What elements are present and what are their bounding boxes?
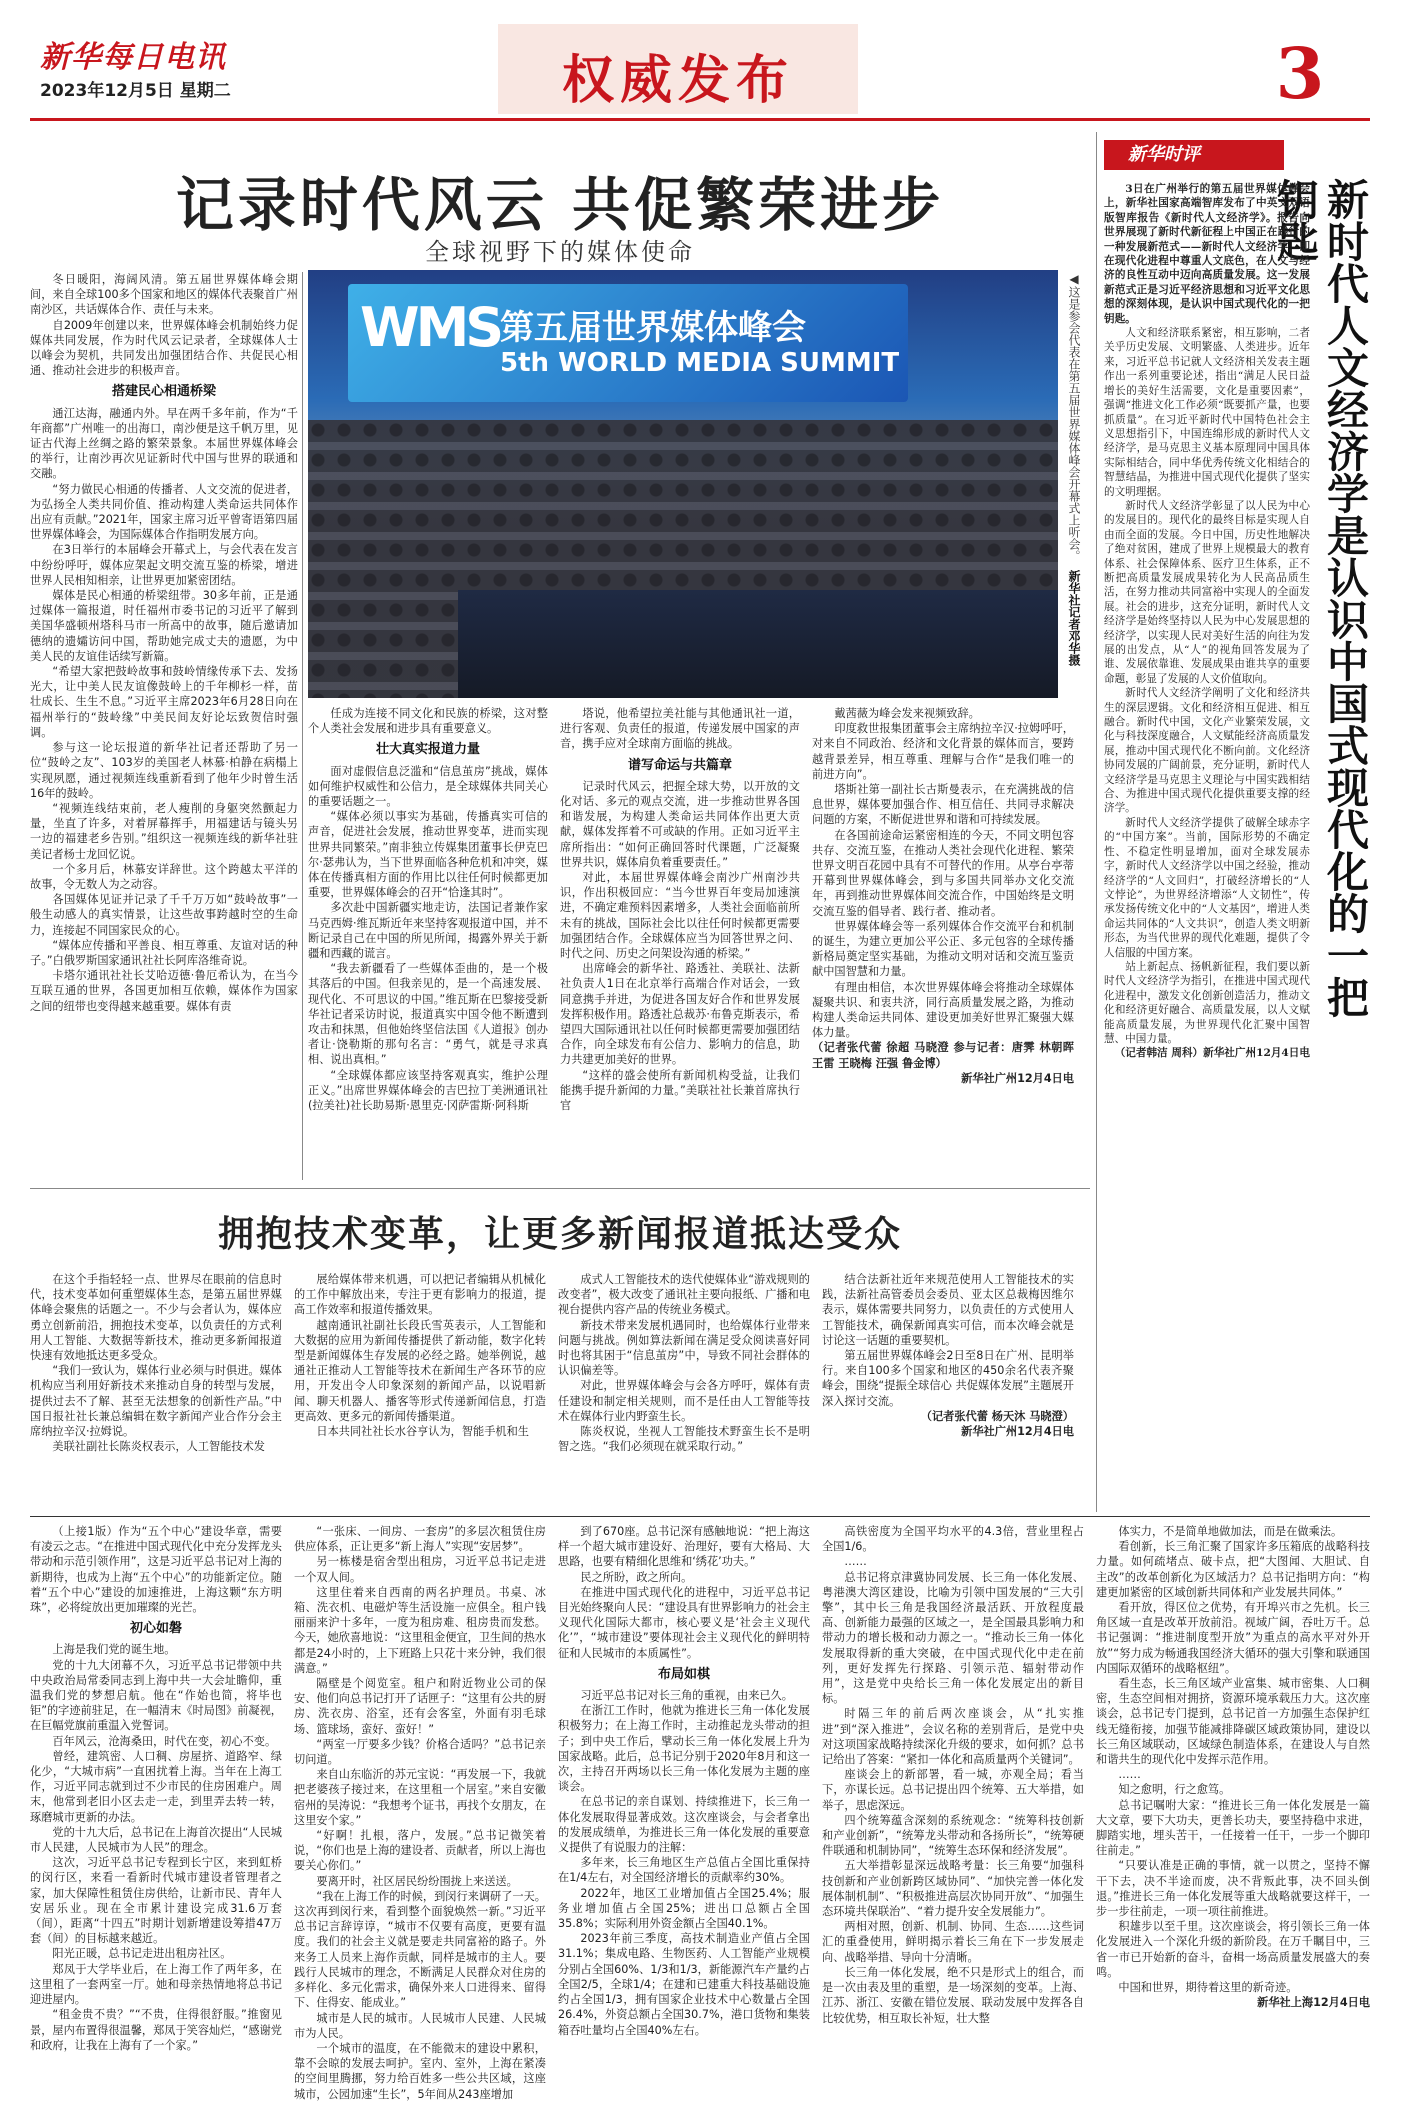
- photo-banner-cn: 第五届世界媒体峰会: [500, 308, 806, 348]
- section-title: 权威发布: [561, 50, 794, 111]
- section-heading-zdzs: 壮大真实报道力量: [375, 742, 480, 758]
- paragraph: 一个城市的温度，在不能微末的建设中累积，靠不会晾的发展去呵护。室内、室外，上海在紧凑的空间里腾挪，努力给百姓多一些公共区域，这座城市，公园加速“生长”，5年间从243座增加: [294, 2041, 546, 2101]
- paragraph: 一个多月后，林慕安详辞世。这个跨越太平洋的故事，令无数人为之动容。: [30, 862, 298, 891]
- article3-column-3: [558, 1524, 810, 2037]
- paragraph: 记录时代风云，把握全球大势，以开放的文化对话、多元的观点交流，进一步推动世界各国和谐发展，为构建人类命运共同体作出更大贡献，媒体发挥着不可或缺的作用。正如习近平主席所指出：“如何正确回答时代课题，广泛凝聚世界共识，媒体肩负着重要责任。”: [560, 779, 800, 869]
- paragraph: 新时代人文经济学提供了破解全球赤字的“中国方案”。当前，国际形势的不确定性、不稳定性明显增加，面对全球发展赤字，新时代人文经济学以中国之经验，推动经济学的“人文回归”，打破经济增长的“人文悖论”，为世界经济增添“人文韧性”，传承发扬传统文化中的“人文基因”，增进人类命运共同体的“人文共识”，创造人类文明新形态，为当代世界的现代化难题，提供了令人信服的中国方案。: [1104, 816, 1310, 959]
- article3-column-5: [1096, 1524, 1370, 2020]
- paragraph: 阳光正暖，总书记走进出租房社区。: [52, 1947, 232, 1961]
- article1-column-4: [812, 706, 1074, 1180]
- paragraph: 看创新，长三角汇聚了国家许多压箱底的战略科技力量。如何疏堵点、破卡点，把“大图闻、大胆试、自主改”的改革创新化为区域活力？总书记指明方向：“构建更加紧密的区域创新共同体和产业发展共同体。”: [1096, 1540, 1370, 1599]
- paragraph: 这次，习近平总书记专程到长宁区，来到虹桥的闵行区，来看一看新时代城市建设者管理者之家，加大保障性租赁住房供给，让新市民、青年人安居乐业。现在全市累计建设完成31.6万套（间），距离“十四五”时期计划新增建设筹措47万套（间）的目标越来越近。: [30, 1856, 282, 1946]
- photo-banner-en: 5th WORLD MEDIA SUMMIT: [500, 348, 900, 378]
- commentary-tag: [1104, 140, 1284, 170]
- paragraph: “希望大家把鼓岭故事和鼓岭情缘传承下去、发扬光大，让中美人民友谊像鼓岭上的千年柳杉一样，苗壮成长、生生不息。”习近平主席2023年6月28日向在福州举行的“鼓岭缘”中美民间友好论坛致贺信时强调。: [30, 665, 298, 739]
- paragraph: 长三角一体化发展，绝不只是形式上的组合，而是一次由表及里的重塑，是一场深刻的变革。上海、江苏、浙江、安徽在错位发展、联动发展中发挥各自比较优势，相互取长补短，壮大整: [822, 1965, 1084, 2025]
- paragraph: 有理由相信，本次世界媒体峰会将推动全球媒体凝聚共识、和衷共济，同行高质量发展之路，为推动构建人类命运共同体、建设更加美好世界汇聚强大媒体力量。: [812, 980, 1074, 1040]
- paragraph: 民之所盼，政之所向。: [580, 1570, 693, 1584]
- article1-col2b-paras: [308, 764, 548, 1114]
- commentary-body: [1104, 182, 1310, 1506]
- summit-photo: [308, 270, 1058, 698]
- front-row-desk: [458, 590, 1058, 698]
- paragraph: 2023年前三季度，高技术制造业产值占全国31.1%；集成电路、生物医药、人工智能产业规模分别占全国60%、1/3和1/3，新能源汽车产量约占全国2/5，全球1/4；在建和已建重大科技基础设施约占全国1/3，拥有国家企业技术中心数量占全国26.4%，外资总额占全国30.7%，港口货物和集装箱吞吐量均占全国40%左右。: [558, 1932, 810, 2037]
- article1-col1b-paras: [30, 406, 298, 1014]
- paragraph: 党的十九大后，总书记在上海首次提出“人民城市人民建，人民城市为人民”的理念。: [30, 1825, 282, 1855]
- paragraph: 体实力，不是简单地做加法，而是在做乘法。: [1118, 1525, 1343, 1538]
- paragraph: 在这个手指轻轻一点、世界尽在眼前的信息时代，技术变革如何重塑媒体生态，是第五届世界媒体峰会聚焦的话题之一。不少与会者认为，媒体应勇立创新前沿，拥抱技术变革，以负责任的方式利用人工智能、大数据等新技术，推动更多新闻报道快速有效地抵达更多受众。: [30, 1273, 282, 1363]
- article3-col3b-paras: [558, 1688, 810, 2038]
- section-heading-bjrq: 布局如棋: [657, 1666, 710, 1682]
- paragraph: “这样的盛会使所有新闻机构受益，让我们能携手提升新闻的力量。”美联社社长兼首席执行官: [560, 1068, 800, 1113]
- section-heading-mxtq: 搭建民心相通桥梁: [111, 384, 216, 400]
- paragraph: “只要认准是正确的事情，就一以贯之，坚持不懈干下去，决不半途而废，决不背叛此事，决不回头倒退。”推进长三角一体化发展等重大战略就要这样干，一步一步往前走，一项一项往前推进。: [1096, 1859, 1370, 1919]
- paragraph: 世界媒体峰会等一系列媒体合作交流平台和机制的诞生，为建立更加公平公正、多元包容的全球传播新格局奠定坚实基础，为推动文明对话和交流互鉴贡献中国智慧和力量。: [812, 919, 1074, 979]
- paragraph: 习近平总书记对长三角的重视，由来已久。: [580, 1689, 793, 1703]
- paragraph: 在各国前途命运紧密相连的今天，不同文明包容共存、交流互鉴，在推动人类社会现代化进程、繁荣世界文明百花园中具有不可替代的作用。从亭台亭蒂开幕到世界媒体峰会，到与多国共同举办文化交流年，再到推动世界媒体间交流合作，中国始终是文明交流互鉴的倡导者、践行者、推动者。: [812, 828, 1074, 918]
- article1-col3b-paras: [560, 779, 800, 1113]
- paragraph: 2022年，地区工业增加值占全国25.4%；服务业增加值占全国25%；进出口总额占全国35.8%；实际利用外资金额占全国40.1%。: [558, 1886, 810, 1931]
- paragraph: 新时代人文经济学阐明了文化和经济共生的深层逻辑。文化和经济相互促进、相互融合。新时代中国，文化产业繁荣发展，文化与科技深度融合，人文赋能经济高质量发展，推动中国式现代化不断向前。文化经济协同发展的广阔前景，充分证明，新时代人文经济学是马克思主义理论与中国实践相结合、为推进中国式现代化提供重要支撑的经济学。: [1104, 687, 1310, 815]
- article1-col2-paras: [308, 706, 548, 736]
- paragraph: 郑凤于大学毕业后，在上海工作了两年多，在这里租了一套两室一厅。她和母亲热情地将总书记迎进屋内。: [30, 1962, 282, 2007]
- article3-col1b-paras: [30, 1642, 282, 2052]
- paragraph: 出席峰会的新华社、路透社、美联社、法新社负责人1日在北京举行高端合作对话会，一致同意携手并进，为促进各国友好合作和世界发展发挥积极作用。路透社总裁苏·布鲁克斯表示，希望四大国际通讯社以任何时候都更需要加强团结合作，向全球发布有公信力、影响力的信息，助力共建更加美好的世界。: [560, 962, 800, 1067]
- paragraph: 看生态，长三角区域产业富集、城市密集、人口稠密，生态空间相对拥挤，资源环境承载压力大。这次座谈会，总书记专门提到，总书记首一方加强生态保护红线无缝衔接，加强节能减排降碳区域政策协同，建设以长三角区域联动，区域绿色制造体系，在建设人与自然和谐共生的现代化中发挥示范作用。: [1096, 1677, 1370, 1767]
- paragraph: 上海是我们党的诞生地。: [52, 1643, 176, 1657]
- paragraph: 通江达海，融通内外。早在两千多年前，作为“千年商都”广州唯一的出海口，南沙便是这千帆万里，见证古代海上丝绸之路的繁荣景象。本届世界媒体峰会的举行，让南沙再次见证新时代中国与世界的联通和交融。: [30, 406, 298, 481]
- paragraph: 曾经，建筑密、人口稠、房屋挤、道路窄、绿化少，“大城市病”一直困扰着上海。当年在上海工作，习近平同志就到过不少市民的住房困难户。周末，他常到老旧小区去走一走，到里弄去转一转，琢磨城市更新的办法。: [30, 1749, 282, 1824]
- paragraph: 多次赴中国新疆实地走访，法国记者兼作家马克西姆·维瓦斯近年来坚持客观报道中国，并不断记录自己在中国的所见所闻，揭露外界关于新疆和西藏的谎言。: [308, 901, 548, 961]
- commentary-tag-label: 新华时评: [1128, 144, 1200, 165]
- article2-col4-paras: [822, 1272, 1074, 1409]
- paragraph: 总书记将京津冀协同发展、长三角一体化发展、粤港澳大湾区建设，比喻为引领中国发展的“三大引擎”，其中长三角是我国经济最活跃、开放程度最高、创新能力最强的区域之一，是全国最具影响力和带动力的增长极和动力源之一。“推动长三角一体化发展取得新的重大突破，在中国式现代化中走在前列，更好发挥先行探路、引领示范、辐射带动作用”，这是党中央给长三角一体化发展定出的新目标。: [822, 1570, 1084, 1706]
- paragraph: 来自山东临沂的苏元宝说：“再发展一下，我就把老婆孩子接过来，在这里租一个居室。”来自安徽宿州的吴涛说：“我想考个证书，再找个女朋友，在这里安个家。”: [294, 1768, 546, 1827]
- paragraph: 新时代人文经济学彰显了以人民为中心的发展目的。现代化的最终目标是实现人自由而全面的发展。今日中国，历史性地解决了绝对贫困，建成了世界上规模最大的教育体系、社会保障体系、医疗卫生体系，正不断把高质量发展成果转化为人民高品质生活，在努力推动共同富裕中实现人的全面发展。社会的进步，这充分证明，新时代人文经济学是始终坚持以人民为中心发展思想的经济学，以实现人民对美好生活的向往为发展的出发点，从“人”的视角回答发展为了谁、发展依靠谁、发展成果由谁共享的重要命题，彰显了发展的人文价值取向。: [1104, 499, 1310, 685]
- article1-col4-paras: [812, 706, 1074, 1040]
- paragraph: （上接1版）作为“五个中心”建设华章，需要有凌云之志。“在推进中国式现代化中充分发挥龙头带动和示范引领作用”，这是习近平总书记对上海的新期待，也成为上海“五个中心”的功能新定位。随着“五个中心”建设的加速推进，上海这颗“东方明珠”，必将绽放出更加璀璨的光芒。: [30, 1525, 282, 1615]
- paragraph: 参与这一论坛报道的新华社记者还帮助了另一位“鼓岭之友”、103岁的美国老人林慕·柏静在病榻上实现夙愿，通过视频连线重新看到了他年少时曾生活16年的鼓岭。: [30, 741, 298, 800]
- paragraph: “努力做民心相通的传播者、人文交流的促进者，为弘扬全人类共同价值、推动构建人类命运共同体作出应有贡献。”2021年，国家主席习近平曾寄语第四届世界媒体峰会，为国际媒体合作指明发展方向。: [30, 482, 298, 542]
- paragraph: 新技术带来发展机遇同时，也给媒体行业带来问题与挑战。例如算法新闻在满足受众阅读喜好同时也将其困于“信息茧房”中，导致不同社会群体的认识偏差等。: [558, 1318, 810, 1378]
- paragraph: 座谈会上的新部署，看一城，亦观全局；看当下，亦谋长远。总书记提出四个统筹、五大举措，如举子，思虑深远。: [822, 1768, 1084, 1812]
- paragraph: “两室一厅要多少钱？价格合适吗？”总书记亲切问道。: [294, 1737, 546, 1767]
- paragraph: 两相对照，创新、机制、协同、生态……这些词汇的重叠使用，鲜明揭示着长三角在下一步发展走向、战略举措、导向十分清晰。: [822, 1920, 1084, 1964]
- photo-caption: ◀这是参会代表在第五届世界媒体峰会开幕式上听会。: [1067, 272, 1081, 562]
- article2-dateline: 新华社广州12月4日电: [961, 1425, 1074, 1439]
- section-heading-cxrc: 初心如磐: [129, 1621, 182, 1637]
- article3-dateline: 新华社上海12月4日电: [1257, 1996, 1370, 2010]
- paragraph: 在浙江工作时，他就为推进长三角一体化发展积极努力；在上海工作时，主动推起龙头带动的担子；到中央工作后，擘动长三角一体化发展上升为国家战略。此后，总书记分别于2020年8月和这一次，主持召开两场以长三角一体化发展为主题的座谈会。: [558, 1704, 810, 1794]
- paragraph: 戴茜薇为峰会发来视频致辞。: [834, 707, 980, 720]
- paragraph: 媒体是民心相通的桥梁纽带。30多年前，正是通过媒体一篇报道，时任福州市委书记的习近平了解到美国华盛顿州塔科马市一所高中的故事，随后邀请加德纳的遗孀访问中国，帮助她完成丈夫的遗愿，为中美人民的友谊佳话续写新篇。: [30, 589, 298, 663]
- masthead-brand: 新华每日电讯: [40, 40, 226, 75]
- article1-byline: （记者张代蕾 徐超 马晓澄 参与记者：唐霁 林朝晖 王雷 王晓梅 汪强 鲁金博）: [812, 1041, 1074, 1070]
- paragraph: 到了670座。总书记深有感触地说：“把上海这样一个超大城市建设好、治理好，要有大格局、大思路，也要有精细化思维和‘绣花’功夫。”: [558, 1525, 810, 1569]
- article1-subtitle: 全球视野下的媒体使命: [425, 238, 695, 266]
- paragraph: 各国媒体见证并记录了千千万万如“鼓岭故事”一般生动感人的真实情景，让这些故事跨越时空的生命力，连接起不同国家民众的心。: [30, 893, 298, 937]
- article1-headline: 记录时代风云 共促繁荣进步: [175, 171, 945, 239]
- paragraph: 隔壁是个阅览室。租户和附近物业公司的保安、他们向总书记打开了话匣子：“这里有公共的厨房、洗衣房、浴室，还有会客室，外面有羽毛球场、篮球场，蛮好、蛮好！”: [294, 1677, 546, 1736]
- paragraph: “媒体必须以事实为基础，传播真实可信的声音，促进社会发展，推动世界变革，进而实现世界共同繁荣。”南非独立传媒集团董事长伊克巴尔·瑟弗认为，当下世界面临各种危机和冲突，媒体在传播真相方面的作用比以往任何时候都更加重要，世界媒体峰会的召开“恰逢其时”。: [308, 810, 548, 900]
- paragraph: 高铁密度为全国平均水平的4.3倍，营业里程占全国1/6。: [822, 1525, 1084, 1554]
- article3-col5-paras: [1096, 1524, 1370, 1995]
- paragraph: 这里住着来自西南的两名护理员。书桌、冰箱、洗衣机、电磁炉等生活设施一应俱全。租户钱丽丽来沪十多年，一度为租房难、租房贵而发愁。今天，她欣喜地说：“这里租金便宜，卫生间的热水都是24小时的，上下班路上只花十来分钟，我们很满意。”: [294, 1585, 546, 1675]
- paragraph: “全球媒体都应该坚持客观真实，维护公理正义。”出席世界媒体峰会的吉巴拉丁美洲通讯社(拉美社)社长助易斯·恩里克·冈萨雷斯·阿科斯: [308, 1068, 548, 1113]
- paragraph: 中国和世界，期待着这里的新奇迹。: [1118, 1981, 1298, 1995]
- article3-col1-paras: [30, 1524, 282, 1615]
- paragraph: 陈炎权说，坐视人工智能技术野蛮生长不是明智之选。“我们必须现在就采取行动。”: [558, 1425, 810, 1454]
- divider: [30, 1188, 1090, 1189]
- paragraph: “好啊！扎根，落户，发展。”总书记微笑着说，“你们也是上海的建设者、贡献者，所以上海也要关心你们。”: [294, 1829, 546, 1873]
- article2-col1-paras: [30, 1272, 282, 1454]
- paragraph: 塔说，他希望拉美社能与其他通讯社一道，进行客观、负责任的报道，传递发展中国家的声音，携手应对全球南方面临的挑战。: [560, 707, 800, 751]
- paragraph: 多年来，长三角地区生产总值占全国比重保持在1/4左右，对全国经济增长的贡献率约30%。: [558, 1856, 810, 1885]
- commentary-title: 新时代人文经济学是认识中国式现代化的一把钥匙: [1271, 178, 1370, 1018]
- paragraph: 总书记嘱咐大家：“推进长三角一体化发展是一篇大文章，要下大功夫，更善长功夫，要坚持稳中求进，脚踏实地，埋头苦干，一任接着一任干，一步一个脚印往前走。”: [1096, 1798, 1370, 1858]
- paragraph: 党的十九大闭幕不久，习近平总书记带领中共中央政治局常委同志到上海中共一大会址瞻仰，重温我们党的梦想启航。他在“作始也简，将毕也钜”的字迹前驻足，在一幅清末《时局图》前凝视，在巨幅党旗前重温入党誓词。: [30, 1658, 282, 1733]
- paragraph: 展给媒体带来机遇，可以把记者编辑从机械化的工作中解放出来，专注于更有影响力的报道，提高工作效率和报道传播效果。: [294, 1273, 546, 1317]
- paragraph: 人文和经济联系紧密，相互影响，二者关乎历史发展、文明繁盛、人类进步。近年来，习近平总书记就人文经济相关发表主题作出一系列重要论述，指出“满足人民日益增长的美好生活需要，文化是重要因素”，强调“推进文化工作必须“既要抓产量，也要抓质量”。在习近平新时代中国特色社会主义思想指引下，中国连绵形成的新时代人文经济学，是马克思主义基本原理同中国具体实际相结合，同中华优秀传统文化相结合的智慧结晶，为推进中国式现代化提供了坚实的文明理据。: [1104, 327, 1310, 498]
- paragraph: “媒体应传播和平善良、相互尊重、友谊对话的种子。”白俄罗斯国家通讯社社长阿库洛维奇说。: [30, 938, 298, 967]
- commentary-lead: 3日在广州举行的第五届世界媒体峰会上，新华社国家高端智库发布了中英文双语版智库报告《新时代人文经济学》。报告向世界展现了新时代新征程上中国正在践行的一种发展新范式——新时代人文经济学，即在现代化进程中尊重人文底色，在人文与经济的良性互动中迈向高质量发展。这一发展新范式正是习近平经济思想和习近平文化思想的深刻体现，是认识中国式现代化的一把钥匙。: [1104, 183, 1310, 325]
- masthead-date: 2023年12月5日 星期二: [40, 81, 231, 101]
- article2-byline: （记者张代蕾 杨天沐 马晓澄）: [920, 1409, 1074, 1423]
- photo-credit: 新华社记者邓华摄: [1067, 570, 1081, 666]
- paragraph: 自2009年创建以来，世界媒体峰会机制始终力促媒体共同发展，作为时代风云记录者，全球媒体人士以峰会为契机，共同发出加强团结合作、共促民心相通、推动社会进步的积极声音。: [30, 318, 298, 378]
- paragraph: “我在上海工作的时候，到闵行来调研了一天。这次再到闵行来，看到整个面貌焕然一新。”习近平总书记言辞谆谆，“城市不仅要有高度，更要有温度。我们的社会主义就是要走共同富裕的路子。外来务工人员来上海作贡献，同样是城市的主人。要践行人民城市的理念，不断满足人民群众对住房的多样化、多元化需求，确保外来人口进得来、留得下、住得安、能成业。”: [294, 1889, 546, 2010]
- paragraph: 百年风云，沧海桑田，时代在变，初心不变。: [52, 1734, 277, 1748]
- paragraph: “租金贵不贵？”“不贵，住得很舒服。”推窗见景，屋内布置得很温馨，郑凤于笑容灿烂，“感谢党和政府，让我在上海有了一个家。”: [30, 2008, 282, 2052]
- masthead-rule: [30, 118, 1370, 121]
- paragraph: 日本共同社社长水谷亨认为，智能手机和生: [316, 1425, 529, 1439]
- paragraph: 站上新起点、扬帆新征程，我们要以新时代人文经济学为指引，在推进中国式现代化进程中，激发文化创新创造活力，推动文化和经济更好融合、高质量发展，以人文赋能高质量发展，为世界现代化汇聚中国智慧、中国力量。: [1104, 960, 1310, 1045]
- article2-col2-paras: [294, 1272, 546, 1439]
- article2-column-1: [30, 1272, 282, 1508]
- divider: [30, 1516, 1370, 1517]
- paragraph: 在总书记的亲自谋划、持续推进下，长三角一体化发展取得显著成效。这次座谈会，与会者拿出的发展成绩单，为推进长三角一体化发展的重要意义提供了有说服力的注解：: [558, 1795, 810, 1855]
- article1-col3-paras: [560, 706, 800, 752]
- article1-column-1: [30, 272, 298, 1180]
- paragraph: 对此，本届世界媒体峰会南沙广州南沙共识，作出积极回应：“当今世界百年变局加速演进，不确定难预料因素增多，人类社会面临前所未有的挑战，国际社会比以往任何时候都更需要加强团结合作。全球媒体应当为回答世界之问、时代之问、历史之问架设沟通的桥梁。”: [560, 871, 800, 961]
- article2-column-4: [822, 1272, 1074, 1508]
- paragraph: 印度救世报集团董事会主席纳拉辛汉·拉姆呼吁，对来自不同政治、经济和文化背景的媒体而言，要跨越背景差异，相互尊重、理解与合作“是我们唯一的前进方向”。: [812, 722, 1074, 781]
- paragraph: 任成为连接不同文化和民族的桥梁，这对整个人类社会发展和进步具有重要意义。: [308, 707, 548, 736]
- section-heading-pxmy: 谱写命运与共篇章: [627, 757, 732, 773]
- paragraph: “我去新疆看了一些媒体歪曲的，是一个极其落后的中国。但我亲见的，是一个高速发展、现代化、不可思议的中国。”维瓦斯在巴黎接受新华社记者采访时说，报道真实中国令他不断遭到攻击和抹黑，但他始终坚信法国《人道报》创办者让·饶勒斯的那句名言：“勇气，就是寻求真相、说出真相。”: [308, 962, 548, 1067]
- article3-column-2: [294, 1524, 546, 2101]
- paragraph: 卡塔尔通讯社社长艾哈迈德·鲁厄希认为，在当今互联互通的世界，各国更加相互依赖，媒体作为国家之间的纽带也变得越来越重要。媒体有责: [30, 969, 298, 1013]
- paragraph: 成式人工智能技术的迭代使媒体业“游戏规则的改变者”，极大改变了通讯社主要向报纸、广播和电视台提供内容产品的传统业务模式。: [558, 1273, 810, 1317]
- paragraph: 对此，世界媒体峰会与会各方呼吁，媒体有责任建设和制定相关规则，而不是任由人工智能等技术在媒体行业内野蛮生长。: [558, 1379, 810, 1423]
- paragraph: 五大举措彰显深远战略考量：长三角要“加强科技创新和产业创新跨区域协同”、“加快完善一体化发展体制机制”、“积极推进高层次协同开放”、“加强生态环境共保联治”、“着力提升安全发展能力”。: [822, 1859, 1084, 1919]
- article2-column-2: [294, 1272, 546, 1508]
- paragraph: 面对虚假信息泛滥和“信息茧房”挑战，媒体如何维护权威性和公信力，是全球媒体共同关心的重要话题之一。: [308, 764, 548, 809]
- paragraph: 美联社副社长陈炎权表示，人工智能技术发: [52, 1440, 265, 1454]
- article3-col3-paras: [558, 1524, 810, 1661]
- paragraph: ……: [1118, 1768, 1141, 1782]
- paragraph: 四个统筹蕴含深刻的系统观念：“统筹科技创新和产业创新”，“统筹龙头带动和各扬所长”，“统筹硬件联通和机制协同”，“统筹生态环保和经济发展”。: [822, 1813, 1084, 1858]
- page-number: 3: [1275, 32, 1325, 115]
- article1-column-3: [560, 706, 800, 1180]
- paragraph: 越南通讯社副社长段氏雪英表示，人工智能和大数据的应用为新闻传播提供了新动能，数字化转型是新闻媒体生存发展的必经之路。她举例说，越通社正推动人工智能等技术在新闻生产各环节的应用，开发出令人印象深刻的新闻产品，以说唱新闻、聊天机器人、播客等形式传递新闻信息，打造更高效、更多元的新闻传播渠道。: [294, 1318, 546, 1423]
- divider: [302, 272, 303, 1180]
- summit-logo-icon: WMS: [360, 296, 501, 359]
- paragraph: 时隔三年的前后两次座谈会，从“扎实推进”到“深入推进”，会议名称的差别背后，是党中央对这项国家战略持续深化升级的要求，如何抓？总书记给出了答案：“紧扣一体化和高质量两个关键词”。: [822, 1707, 1084, 1767]
- paragraph: 另一栋楼是宿舍型出租房，习近平总书记走进一个双人间。: [294, 1555, 546, 1584]
- paragraph: 积雄步以至千里。这次座谈会，将引领长三角一体化发展进入一个深化升级的新阶段。在万千瞩目中，三省一市已开始新的奋斗，奋楫一场高质量发展盛大的奏鸣。: [1096, 1920, 1370, 1979]
- paragraph: 冬日暖阳，海阔风清。第五届世界媒体峰会期间，来自全球100多个国家和地区的媒体代表聚首广州南沙区，共话媒体合作、责任与未来。: [30, 273, 298, 317]
- divider: [1096, 132, 1097, 1512]
- paragraph: “视频连线结束前，老人瘦削的身躯突然颤起力量，坐直了许多，对着屏幕挥手，用福建话与镜头另一边的福建老乡告别。”组织这一视频连线的新华社驻美记者杨士龙回忆说。: [30, 801, 298, 861]
- article1-column-2: [308, 706, 548, 1180]
- paragraph: 在3日举行的本届峰会开幕式上，与会代表在发言中纷纷呼吁，媒体应架起文明交流互鉴的桥梁，增进世界人民相知相亲，让世界更加紧密团结。: [30, 543, 298, 587]
- paragraph: 知之愈明，行之愈笃。: [1118, 1783, 1231, 1797]
- paragraph: “一张床、一间房、一套房”的多层次租赁住房供应体系，正让更多“新上海人”实现“安居梦”。: [294, 1525, 546, 1554]
- commentary-byline: （记者韩洁 周科）新华社广州12月4日电: [1114, 1047, 1310, 1060]
- paragraph: 结合法新社近年来规范使用人工智能技术的实践，法新社高管委员会委员、亚太区总裁梅因维尔表示，媒体需要共同努力，以负责任的方式使用人工智能技术，确保新闻真实可信，而本次峰会就是讨论这一话题的重要契机。: [822, 1273, 1074, 1347]
- paragraph: 要离开时，社区居民纷纷围拢上来送送。: [316, 1874, 518, 1888]
- commentary-paras: [1104, 326, 1310, 1046]
- paragraph: ……: [844, 1555, 867, 1569]
- paragraph: 在推进中国式现代化的进程中，习近平总书记目光始终聚向人民：“建设具有世界影响力的社会主义现代化国际大都市，核心要义是‘社会主义现代化’”，“城市建设”要体现社会主义现代化的鲜明特征和人民城市的本质属性”。: [558, 1585, 810, 1660]
- paragraph: 城市是人民的城市。人民城市人民建、人民城市为人民。: [294, 2011, 546, 2040]
- article1-dateline: 新华社广州12月4日电: [961, 1071, 1074, 1085]
- paragraph: 塔斯社第一副社长古斯曼表示，在充满挑战的信息世界，媒体要加强合作、相互信任、共同寻求解决问题的方案，不断促进世界和谐和可持续发展。: [812, 783, 1074, 827]
- paragraph: “我们一致认为，媒体行业必须与时俱进。媒体机构应当利用好新技术来推动自身的转型与发展，提供过去不了解、甚至无法想象的创新性产品。”中国日报社社长兼总编辑在数字新闻产业合作分会主席纳拉辛汉·拉姆说。: [30, 1364, 282, 1439]
- article2-column-3: [558, 1272, 810, 1508]
- article3-col2-paras: [294, 1524, 546, 2102]
- paragraph: 第五届世界媒体峰会2日至8日在广州、昆明举行。来自100多个国家和地区的450余名代表齐聚峰会，围绕“提振全球信心 共促媒体发展”主题展开深入探讨交流。: [822, 1349, 1074, 1408]
- article2-col3-paras: [558, 1272, 810, 1454]
- paragraph: 看开放，得区位之优势，有开埠兴市之先机。长三角区域一直是改革开放前沿。视域广阔，吞吐万千。总书记强调：“推进制度型开放”为重点的高水平对外开放”“努力成为畅通我国经济大循环的强大引擎和联通国内国际双循环的战略枢纽”。: [1096, 1601, 1370, 1675]
- article3-column-4: [822, 1524, 1084, 2025]
- article3-col4-paras: [822, 1524, 1084, 2026]
- article3-column-1: [30, 1524, 282, 2052]
- article2-headline: 拥抱技术变革，让更多新闻报道抵达受众: [217, 1213, 902, 1255]
- article1-col1-paras: [30, 272, 298, 378]
